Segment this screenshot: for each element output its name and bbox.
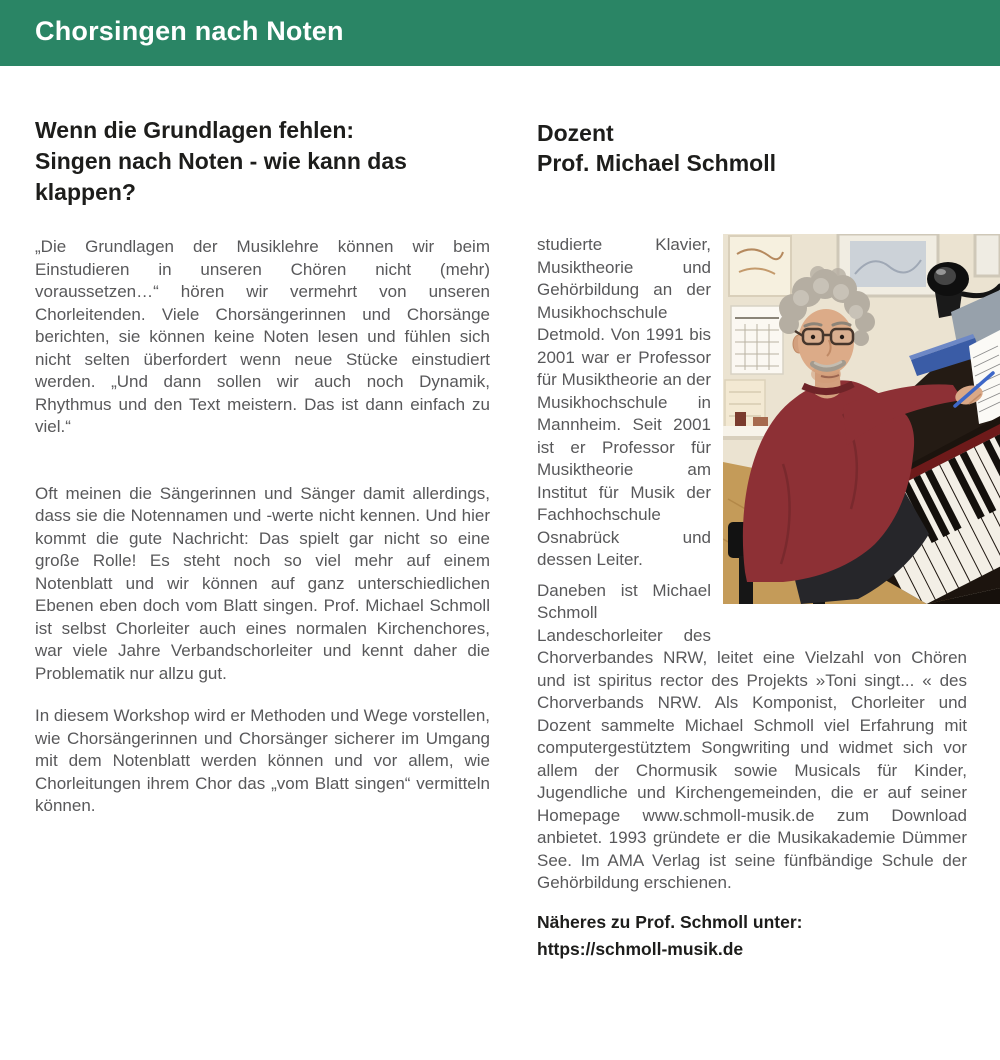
page-title: Chorsingen nach Noten [35,16,344,46]
dozent-photo-illustration [723,234,1000,604]
left-column [35,115,490,818]
left-paragraph-3: In diesem Workshop wird er Methoden und Wege vorstellen, wie Chorsängerinnen und Chorsänger sicherer im Umgang mit dem Notenblatt werden können und vor allem, wie Chorleitungen ihrem Chor das „vom Blatt singen“ vermitteln können. [35,706,490,815]
right-heading-line-1: Dozent [537,120,614,146]
left-heading-line-2: Singen nach Noten - wie kann das [35,148,407,174]
right-heading [537,118,967,178]
pinned-drawing [729,236,791,296]
left-heading-line-1: Wenn die Grundlagen fehlen: [35,117,355,143]
left-heading-line-3: klappen? [35,179,136,205]
header-bar [0,0,1000,66]
right-paragraph-1: studierte Klavier, Musiktheorie und Gehörbildung an der Musikhochschule Detmold. Von 1991 bis 2001 war er Professor für Musiktheorie an der Musikhochschule in Mannheim. Seit 2001 ist er Professor für Musiktheorie am Institut für Musik der Fachhochschule Osnabrück und dessen Leiter. [537,235,711,569]
partial-frame [975,234,1000,276]
right-paragraph-2: Daneben ist Michael Schmoll Landeschorleiter des Chorverbandes NRW, leitet eine Vielzahl von Chören und ist spiritus rector des Projekts »Toni singt... « des Chorverbands NRW. Als Komponist, Chorleiter und Dozent sammelte Michael Schmoll viel Erfahrung mit computergestütztem Songwriting und widmet sich vor allem der Chormusik sowie Musicals für Kinder, Jugendliche und Kirchengemeinden, die er auf seiner Homepage www.schmoll-musik.de zum Download anbietet. 1993 gründete er die Musikakademie Dümmer See. Im AMA Verlag ist seine fünfbändige Schule der Gehörbildung erschienen. [537,580,967,892]
left-paragraph-1: „Die Grundlagen der Musiklehre können wir beim Einstudieren in unseren Chören nicht (mehr) voraussetzen…“ hören wir vermehrt von unseren Chorleitenden. Viele Chorsängerinnen und Chorsänge berichten, sie können keine Noten lesen und fühlen sich nicht selten überfordert wenn neue Stücke einstudiert werden. „Und dann sollen wir auch noch Dynamik, Rhythmus und den Text meistern. Das ist dann einfach zu viel.“ [35,237,490,436]
footer-url: https://schmoll-musik.de [537,939,744,959]
left-paragraph-2: Oft meinen die Sängerinnen und Sänger damit allerdings, dass sie die Notennamen und -werte nicht kennen. Und hier kommt die gute Nachricht: Das spielt gar nicht so eine große Rolle! Es steht noch so viel mehr auf einem Notenblatt und wir können auf ganz unterschiedlichen Ebenen eben doch vom Blatt singen. Prof. Michael Schmoll ist selbst Chorleiter auch eines normalen Kirchenchores, war viele Jahre Verbandschorleiter und kennt daher die Problematik nur allzu gut. [35,483,490,683]
right-heading-line-2: Prof. Michael Schmoll [537,150,776,176]
footer-label: Näheres zu Prof. Schmoll unter: [537,911,803,932]
right-flow [537,234,967,964]
dozent-photo [723,234,1000,604]
left-heading [35,115,490,208]
footer-block [537,909,967,964]
right-column [537,118,967,964]
